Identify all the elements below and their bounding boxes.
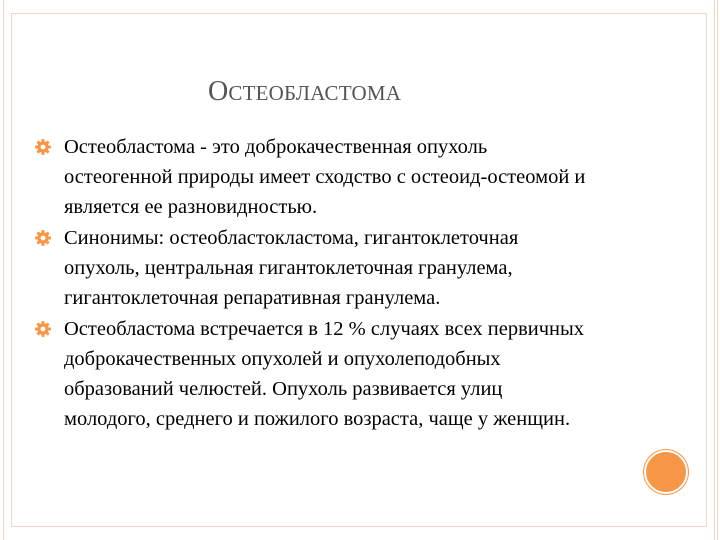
right-border-line-outer [717,0,718,540]
bullet-item [34,132,694,222]
slide-title [208,72,508,112]
bullet-text: Синонимы: остеобластокластома, гигантоклеточная опухоль, центральная гигантоклеточная гранулема, гигантоклеточная репаративная гранулема. [64,227,519,309]
orange-gear-icon [34,138,52,156]
right-border-line-inner [714,0,715,540]
orange-gear-icon [34,320,52,338]
title-first-letter: О [208,76,229,107]
bullet-item [34,223,694,313]
orange-circle [644,450,688,494]
title-remaining-text: СТЕОБЛАСТОМА [228,81,402,105]
bullet-text: Остеобластома встречается в 12 % случаях всех первичных доброкачественных опухолей и опухолеподобных образований челюстей. Опухоль развивается улиц молодого, среднего и пожилого возраста, чаще у женщин. [64,318,585,430]
bullet-item [34,314,694,434]
orange-gear-icon [34,229,52,247]
bullet-text: Остеобластома - это доброкачественная опухоль остеогенной природы имеет сходство с остеоид-остеомой и является ее разновидностью. [64,136,586,218]
left-border-line [3,0,4,540]
slide-content [34,132,694,434]
